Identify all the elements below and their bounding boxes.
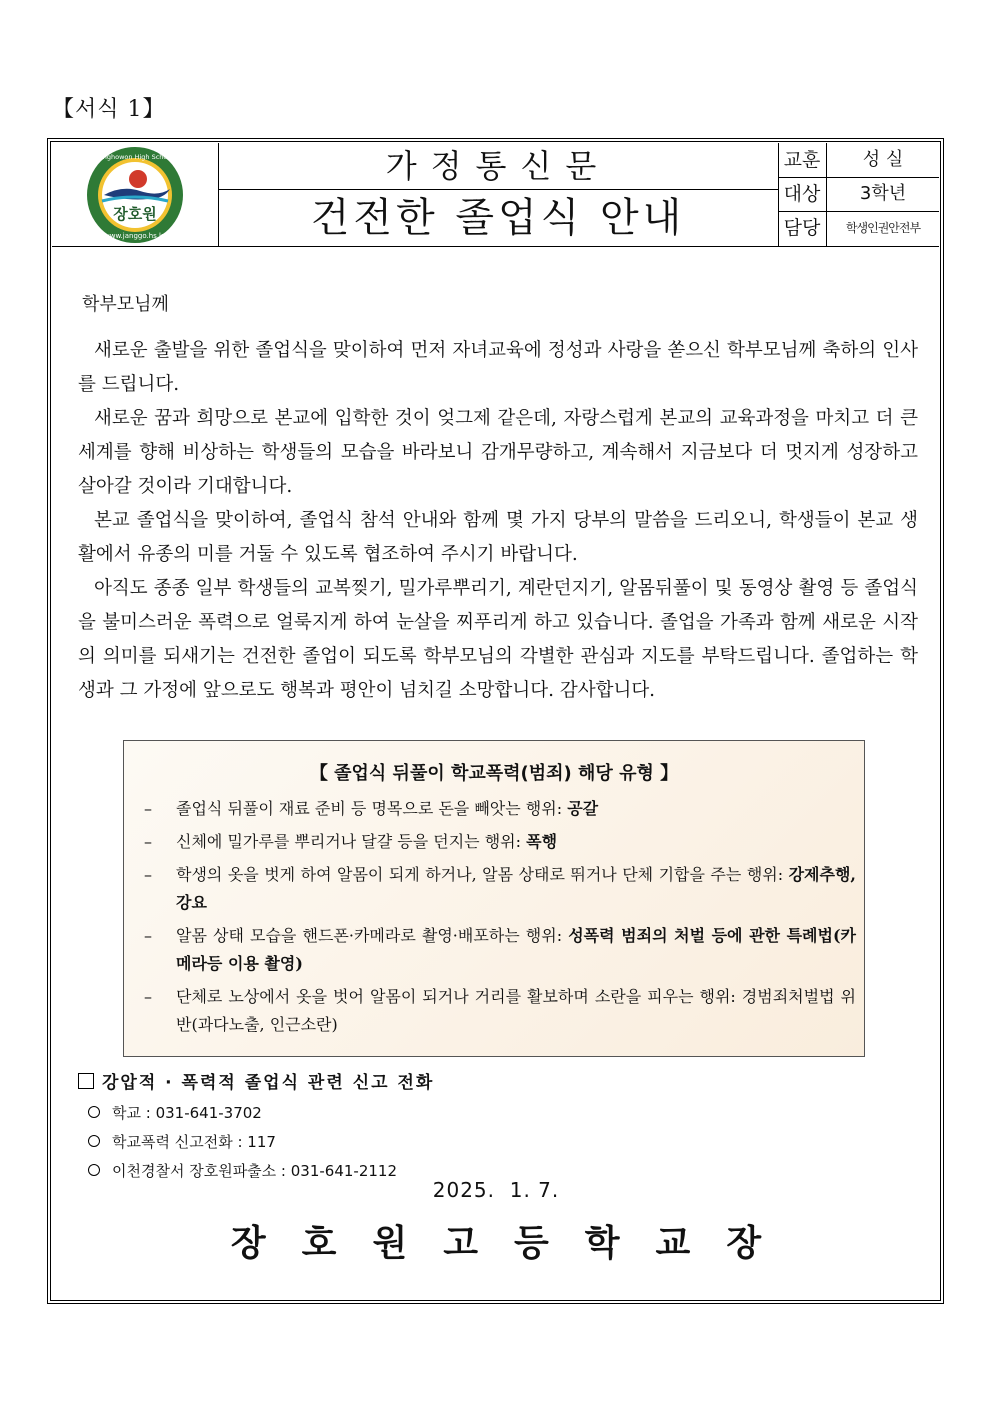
item-offense: 성폭력 범죄의 처벌 등에 관한 특례법(카메라등 이용 촬영) bbox=[176, 926, 856, 973]
logo-top-text: Janghowon High School bbox=[96, 153, 174, 161]
item-text: 알몸 상태 모습을 핸드폰·카메라로 촬영·배포하는 행위: bbox=[176, 926, 569, 945]
issue-date: 2025. 1. 7. bbox=[432, 1178, 560, 1202]
dash: – bbox=[144, 865, 152, 884]
meta-row-department bbox=[778, 211, 939, 246]
meta-row-motto bbox=[778, 143, 939, 178]
contacts-heading-text: 강압적 · 폭력적 졸업식 관련 신고 전화 bbox=[102, 1073, 435, 1093]
contact-text: 학교 : 031-641-3702 bbox=[112, 1104, 262, 1122]
paragraph: 새로운 꿈과 희망으로 본교에 입학한 것이 엊그제 같은데, 자랑스럽게 본교의 교육과정을 마치고 더 큰 세계를 향해 비상하는 학생들의 모습을 바라보니 감개무량하고, 계속해서 지금보다 더 멋지게 성장하고 살아갈 것이라 기대합니다. bbox=[78, 408, 918, 497]
square-bullet-icon bbox=[78, 1073, 94, 1089]
contacts-heading bbox=[78, 1068, 434, 1093]
logo-center-text: 장호원 bbox=[113, 205, 157, 223]
dash: – bbox=[144, 832, 152, 851]
contact-item bbox=[78, 1128, 434, 1157]
list-item bbox=[144, 861, 856, 917]
dash: – bbox=[144, 926, 152, 945]
letter-body bbox=[78, 334, 918, 708]
meta-value: 3학년 bbox=[859, 183, 907, 204]
list-item bbox=[144, 795, 856, 823]
dash: – bbox=[144, 799, 152, 818]
page-title: 건전한 졸업식 안내 bbox=[310, 195, 686, 241]
contact-list bbox=[78, 1099, 434, 1186]
meta-key: 대상 bbox=[778, 177, 827, 211]
newsletter-label: 가정통신문 bbox=[218, 143, 778, 190]
list-item bbox=[144, 922, 856, 978]
meta-value: 성 실 bbox=[862, 149, 904, 170]
item-text: 졸업식 뒤풀이 재료 준비 등 명목으로 돈을 빼앗는 행위: bbox=[176, 799, 568, 818]
dash: – bbox=[144, 987, 152, 1006]
report-contacts bbox=[78, 1068, 434, 1186]
list-item bbox=[144, 983, 856, 1039]
item-text: 단체로 노상에서 옷을 벗어 알몸이 되거나 거리를 활보하며 소란을 피우는 행위: 경범죄처벌법 위반(과다노출, 인근소란) bbox=[176, 987, 856, 1034]
logo-cell bbox=[52, 143, 219, 246]
item-text: 학생의 옷을 벗게 하여 알몸이 되게 하거나, 알몸 상태로 뛰거나 단체 기합을 주는 행위: bbox=[176, 865, 789, 884]
meta-key: 담당 bbox=[778, 211, 827, 246]
salutation: 학부모님께 bbox=[82, 294, 169, 315]
meta-row-target bbox=[778, 177, 939, 212]
circle-bullet-icon bbox=[88, 1164, 100, 1176]
box-title: 【 졸업식 뒤풀이 학교폭력(범죄) 해당 유형 】 bbox=[309, 763, 679, 784]
title-cell bbox=[218, 143, 779, 246]
meta-value: 학생인권안전부 bbox=[845, 221, 921, 235]
list-item bbox=[144, 828, 856, 856]
circle-bullet-icon bbox=[88, 1106, 100, 1118]
header-table bbox=[52, 143, 939, 247]
item-offense: 강제추행, 강요 bbox=[176, 865, 856, 912]
paragraph: 아직도 종종 일부 학생들의 교복찢기, 밀가루뿌리기, 계란던지기, 알몸뒤풀이 및 동영상 촬영 등 졸업식을 불미스러운 폭력으로 얼룩지게 하여 눈살을 찌푸리게 하고 있습니다. 졸업을 가족과 함께 새로운 시작의 의미를 되새기는 건전한 졸업이 되도록 학부모님의 각별한 관심과 지도를 부탁드립니다. 졸업하는 학생과 그 가정에 앞으로도 행복과 평안이 넘치길 소망합니다. 감사합니다. bbox=[78, 578, 918, 701]
paragraph: 본교 졸업식을 맞이하여, 졸업식 참석 안내와 함께 몇 가지 당부의 말씀을 드리오니, 학생들이 본교 생활에서 유종의 미를 거둘 수 있도록 협조하여 주시기 바랍니다. bbox=[78, 510, 918, 565]
meta-table bbox=[778, 143, 939, 246]
circle-bullet-icon bbox=[88, 1135, 100, 1147]
item-offense: 폭행 bbox=[526, 832, 558, 851]
contact-item bbox=[78, 1099, 434, 1128]
meta-key: 교훈 bbox=[778, 143, 827, 177]
contact-text: 이천경찰서 장호원파출소 : 031-641-2112 bbox=[112, 1162, 398, 1180]
signature: 장호원고등학교장 bbox=[230, 1223, 798, 1264]
violence-types-box bbox=[123, 740, 865, 1057]
logo-bottom-text: www.janggo.hs.kr bbox=[104, 232, 166, 240]
item-offense: 공갈 bbox=[567, 799, 599, 818]
item-text: 신체에 밀가루를 뿌리거나 달걀 등을 던지는 행위: bbox=[176, 832, 527, 851]
paragraph: 새로운 출발을 위한 졸업식을 맞이하여 먼저 자녀교육에 정성과 사랑을 쏟으신 학부모님께 축하의 인사를 드립니다. bbox=[78, 340, 918, 395]
school-logo-icon bbox=[52, 143, 218, 246]
form-number: 【서식 1】 bbox=[52, 97, 166, 122]
contact-text: 학교폭력 신고전화 : 117 bbox=[112, 1133, 276, 1151]
violence-list bbox=[144, 795, 856, 1044]
